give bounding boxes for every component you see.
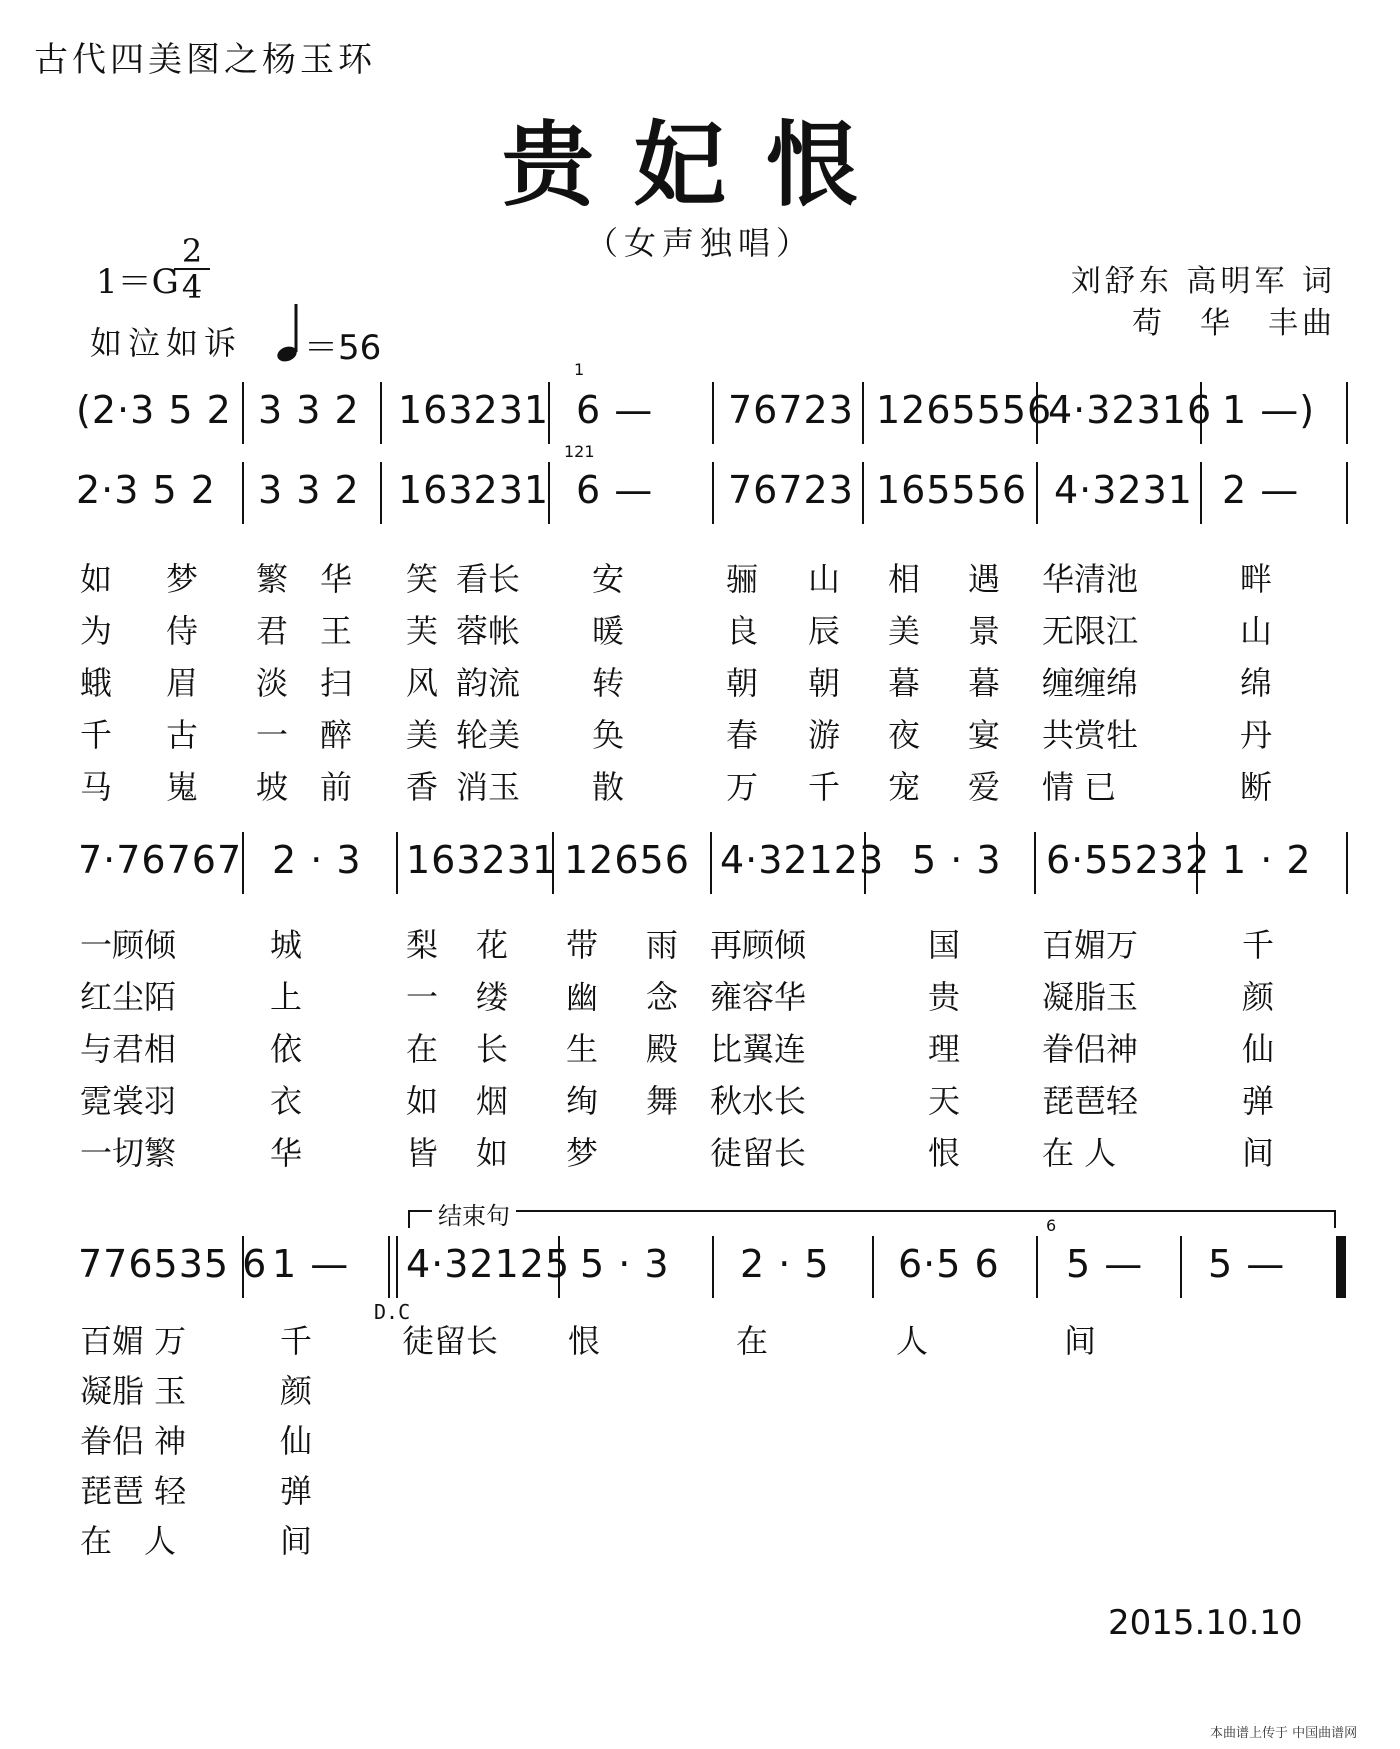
lyric-syllable: 舞	[646, 1082, 679, 1120]
lyric-syllable: 长	[476, 1030, 509, 1068]
lyric-line	[80, 920, 1340, 966]
lyric-syllable: 景	[968, 612, 1001, 650]
lyric-syllable: 花	[476, 926, 509, 964]
lyric-syllable: 徒留长	[710, 1134, 807, 1172]
lyric-syllable: 王	[320, 612, 353, 650]
measure: 165556	[876, 468, 1028, 512]
lyric-syllable: 间	[1242, 1134, 1275, 1172]
lyric-syllable: 良	[726, 612, 759, 650]
lyric-syllable: 看长	[456, 560, 521, 598]
lyric-syllable: 夜	[888, 716, 921, 754]
barline	[242, 1236, 244, 1298]
barline	[380, 462, 382, 524]
measure: 2 · 5	[740, 1242, 830, 1286]
lyric-syllable: 朝	[808, 664, 841, 702]
lyric-syllable: 蓉帐	[456, 612, 521, 650]
barline	[1034, 832, 1036, 894]
lyric-syllable: 梨	[406, 926, 439, 964]
lyric-syllable: 比翼连	[710, 1030, 807, 1068]
measure: 6 —	[576, 468, 654, 512]
lyric-syllable: 暖	[592, 612, 625, 650]
barline	[242, 382, 244, 444]
lyric-syllable: 宠	[888, 768, 921, 806]
lyric-syllable: 仙	[1242, 1030, 1275, 1068]
lyric-syllable: 华清池	[1042, 560, 1139, 598]
lyric-line	[80, 1024, 1340, 1070]
lyric-syllable: 共赏牡	[1042, 716, 1139, 754]
measure: 5 —	[1208, 1242, 1286, 1286]
lyric-syllable: 缠缠绵	[1042, 664, 1139, 702]
barline	[1180, 1236, 1182, 1298]
lyric-syllable: 在 人	[80, 1522, 177, 1560]
lyric-syllable: 奂	[592, 716, 625, 754]
barline	[548, 462, 550, 524]
barline	[1036, 462, 1038, 524]
lyric-syllable: 一	[256, 716, 289, 754]
lyric-syllable: 情 已	[1042, 768, 1117, 806]
lyric-syllable: 琵琶 轻	[80, 1472, 187, 1510]
expression-mark: 如泣如诉	[90, 324, 243, 362]
song-subtitle: （女声独唱）	[585, 224, 814, 262]
lyric-syllable: 游	[808, 716, 841, 754]
measure: (2·3 5 2	[76, 388, 232, 432]
lyric-syllable: 烟	[476, 1082, 509, 1120]
measure: 1 —	[272, 1242, 350, 1286]
lyric-syllable: 间	[1064, 1322, 1097, 1360]
lyric-syllable: 徒留长	[402, 1322, 499, 1360]
barline	[242, 832, 244, 894]
lyric-syllable: 暮	[968, 664, 1001, 702]
lyric-syllable: 畔	[1240, 560, 1273, 598]
lyric-syllable: 千	[1242, 926, 1275, 964]
lyric-syllable: 弹	[280, 1472, 313, 1510]
barline	[712, 382, 714, 444]
lyric-syllable: 扫	[320, 664, 353, 702]
lyric-syllable: 在	[736, 1322, 769, 1360]
lyric-syllable: 韵流	[456, 664, 521, 702]
lyric-syllable: 风	[406, 664, 439, 702]
lyric-syllable: 依	[270, 1030, 303, 1068]
barline	[388, 1236, 390, 1298]
lyric-syllable: 红尘陌	[80, 978, 177, 1016]
lyric-line	[80, 762, 1340, 808]
measure: 163231	[398, 388, 550, 432]
lyric-line	[80, 1516, 1340, 1562]
lyric-syllable: 念	[646, 978, 679, 1016]
measure: 2·3 5 2	[76, 468, 216, 512]
lyric-syllable: 繁	[256, 560, 289, 598]
lyric-syllable: 眉	[166, 664, 199, 702]
barline	[396, 832, 398, 894]
lyric-syllable: 皆	[406, 1134, 439, 1172]
measure: 6 —	[576, 388, 654, 432]
lyric-syllable: 华	[270, 1134, 303, 1172]
lyric-syllable: 山	[1240, 612, 1273, 650]
barline	[864, 832, 866, 894]
staff-line-3	[76, 832, 1356, 902]
lyric-syllable: 芙	[406, 612, 439, 650]
lyric-syllable: 遇	[968, 560, 1001, 598]
lyric-syllable: 绚	[566, 1082, 599, 1120]
lyric-syllable: 君	[256, 612, 289, 650]
measure: 12656	[564, 838, 690, 882]
lyric-syllable: 千	[280, 1322, 313, 1360]
lyric-line	[80, 658, 1340, 704]
lyric-syllable: 上	[270, 978, 303, 1016]
lyric-syllable: 眷侣神	[1042, 1030, 1139, 1068]
barline	[396, 1236, 398, 1298]
barline	[712, 462, 714, 524]
measure: 6·55232	[1046, 838, 1211, 882]
lyric-line	[80, 1076, 1340, 1122]
time-signature	[174, 234, 210, 304]
composer-credit: 苟 华 丰曲	[1132, 306, 1336, 341]
barline	[862, 382, 864, 444]
lyric-syllable: 仙	[280, 1422, 313, 1460]
measure: 4·3231	[1054, 468, 1193, 512]
lyric-syllable: 为	[80, 612, 113, 650]
measure: 4·32125	[406, 1242, 571, 1286]
lyric-syllable: 百媚万	[1042, 926, 1139, 964]
meter-top: 2	[174, 234, 210, 270]
measure: 1 —)	[1222, 388, 1316, 432]
lyric-syllable: 弹	[1242, 1082, 1275, 1120]
measure: 1265556	[876, 388, 1053, 432]
lyric-line	[80, 710, 1340, 756]
song-title: 贵妃恨	[501, 112, 898, 219]
lyric-syllable: 山	[808, 560, 841, 598]
lyric-syllable: 古	[166, 716, 199, 754]
measure: 3 3 2	[258, 388, 360, 432]
lyric-syllable: 带	[566, 926, 599, 964]
lyric-syllable: 眷侣 神	[80, 1422, 187, 1460]
lyric-syllable: 缕	[476, 978, 509, 1016]
lyric-syllable: 幽	[566, 978, 599, 1016]
lyric-syllable: 国	[928, 926, 961, 964]
lyric-syllable: 在	[406, 1030, 439, 1068]
lyric-syllable: 恨	[928, 1134, 961, 1172]
measure: 163231	[406, 838, 558, 882]
lyric-syllable: 相	[888, 560, 921, 598]
lyric-syllable: 百媚 万	[80, 1322, 187, 1360]
lyric-syllable: 琵琶轻	[1042, 1082, 1139, 1120]
measure: 2 · 3	[272, 838, 362, 882]
lyric-syllable: 城	[270, 926, 303, 964]
barline	[712, 1236, 714, 1298]
lyric-line	[80, 606, 1340, 652]
lyric-syllable: 一切繁	[80, 1134, 177, 1172]
barline	[1346, 462, 1348, 524]
lyric-syllable: 梦	[166, 560, 199, 598]
final-barline	[1336, 1236, 1346, 1298]
lyric-syllable: 丹	[1240, 716, 1273, 754]
lyric-syllable: 与君相	[80, 1030, 177, 1068]
lyric-syllable: 万	[726, 768, 759, 806]
lyric-line	[80, 1316, 1340, 1362]
barline	[1200, 382, 1202, 444]
staff-line-2	[76, 462, 1356, 532]
measure: 76723	[728, 388, 854, 432]
lyric-syllable: 在 人	[1042, 1134, 1117, 1172]
barline	[1346, 382, 1348, 444]
lyric-syllable: 颜	[1242, 978, 1275, 1016]
date: 2015.10.10	[1108, 1603, 1303, 1643]
barline	[1346, 832, 1348, 894]
lyric-syllable: 辰	[808, 612, 841, 650]
lyric-syllable: 秋水长	[710, 1082, 807, 1120]
barline	[1200, 462, 1202, 524]
measure: 3 3 2	[258, 468, 360, 512]
lyric-syllable: 嵬	[166, 768, 199, 806]
measure: 4·32123	[720, 838, 885, 882]
lyric-syllable: 如	[406, 1082, 439, 1120]
lyric-syllable: 轮美	[456, 716, 521, 754]
lyric-syllable: 一顾倾	[80, 926, 177, 964]
lyric-syllable: 美	[406, 716, 439, 754]
lyric-syllable: 朝	[726, 664, 759, 702]
barline	[862, 462, 864, 524]
lyric-syllable: 春	[726, 716, 759, 754]
measure: 7·76767	[78, 838, 243, 882]
barline	[1036, 1236, 1038, 1298]
lyric-line	[80, 1466, 1340, 1512]
series-title: 古代四美图之杨玉环	[34, 40, 376, 80]
lyric-line	[80, 972, 1340, 1018]
ending-bracket	[408, 1210, 1336, 1234]
measure: 4·32316	[1048, 388, 1213, 432]
upload-footer: 本曲谱上传于 中国曲谱网	[1210, 1726, 1358, 1741]
lyric-syllable: 千	[808, 768, 841, 806]
lyric-syllable: 侍	[166, 612, 199, 650]
lyric-syllable: 华	[320, 560, 353, 598]
staff-line-4	[76, 1236, 1356, 1306]
lyric-syllable: 安	[592, 560, 625, 598]
measure: 2 —	[1222, 468, 1300, 512]
lyric-line	[80, 1366, 1340, 1412]
lyric-syllable: 生	[566, 1030, 599, 1068]
measure: 1 · 2	[1222, 838, 1312, 882]
measure: 163231	[398, 468, 550, 512]
grace-note: 6	[1046, 1216, 1057, 1235]
lyric-syllable: 淡	[256, 664, 289, 702]
lyric-line	[80, 1128, 1340, 1174]
barline	[1036, 382, 1038, 444]
lyric-syllable: 马	[80, 768, 113, 806]
lyric-syllable: 理	[928, 1030, 961, 1068]
lyric-syllable: 千	[80, 716, 113, 754]
lyric-syllable: 间	[280, 1522, 313, 1560]
lyric-syllable: 无限江	[1042, 612, 1139, 650]
barline	[552, 832, 554, 894]
lyric-syllable: 恨	[568, 1322, 601, 1360]
lyric-syllable: 转	[592, 664, 625, 702]
barline	[1196, 832, 1198, 894]
lyric-syllable: 香	[406, 768, 439, 806]
lyric-syllable: 凝脂玉	[1042, 978, 1139, 1016]
barline	[558, 1236, 560, 1298]
lyric-syllable: 暮	[888, 664, 921, 702]
key-signature: 1＝G	[96, 262, 179, 302]
barline	[872, 1236, 874, 1298]
lyric-syllable: 再顾倾	[710, 926, 807, 964]
lyric-syllable: 颜	[280, 1372, 313, 1410]
lyric-line	[80, 554, 1340, 600]
lyric-syllable: 梦	[566, 1134, 599, 1172]
da-capo-mark: D.C	[374, 1300, 411, 1324]
lyric-syllable: 一	[406, 978, 439, 1016]
tempo-mark: ＝56	[304, 328, 382, 368]
lyric-syllable: 爱	[968, 768, 1001, 806]
lyric-syllable: 雨	[646, 926, 679, 964]
lyric-syllable: 断	[1240, 768, 1273, 806]
measure: 76723	[728, 468, 854, 512]
lyric-syllable: 人	[896, 1322, 929, 1360]
measure: 6·5 6	[898, 1242, 1000, 1286]
lyric-syllable: 醉	[320, 716, 353, 754]
meter-bottom: 4	[181, 268, 203, 306]
lyric-syllable: 天	[928, 1082, 961, 1120]
barline	[242, 462, 244, 524]
lyric-syllable: 绵	[1240, 664, 1273, 702]
lyric-syllable: 坡	[256, 768, 289, 806]
lyric-syllable: 衣	[270, 1082, 303, 1120]
lyric-syllable: 蛾	[80, 664, 113, 702]
grace-note: 1	[574, 360, 585, 379]
measure: 5 —	[1066, 1242, 1144, 1286]
lyricist-credit: 刘舒东 高明军 词	[1070, 264, 1336, 299]
barline	[380, 382, 382, 444]
staff-line-1	[76, 382, 1356, 452]
barline	[548, 382, 550, 444]
measure: 5 · 3	[580, 1242, 670, 1286]
lyric-syllable: 消玉	[456, 768, 521, 806]
lyric-syllable: 前	[320, 768, 353, 806]
lyric-syllable: 如	[476, 1134, 509, 1172]
measure: 5 · 3	[912, 838, 1002, 882]
lyric-syllable: 凝脂 玉	[80, 1372, 187, 1410]
lyric-line	[80, 1416, 1340, 1462]
lyric-syllable: 如	[80, 560, 113, 598]
lyric-syllable: 雍容华	[710, 978, 807, 1016]
lyric-syllable: 骊	[726, 560, 759, 598]
measure: 776535 6	[78, 1242, 268, 1286]
lyric-syllable: 宴	[968, 716, 1001, 754]
lyric-syllable: 霓裳羽	[80, 1082, 177, 1120]
grace-note: 121	[564, 442, 595, 461]
ending-label: 结束句	[432, 1196, 516, 1231]
lyric-syllable: 贵	[928, 978, 961, 1016]
quarter-note-icon	[272, 302, 302, 364]
lyric-syllable: 殿	[646, 1030, 679, 1068]
lyric-syllable: 笑	[406, 560, 439, 598]
barline	[710, 832, 712, 894]
lyric-syllable: 美	[888, 612, 921, 650]
lyric-syllable: 散	[592, 768, 625, 806]
